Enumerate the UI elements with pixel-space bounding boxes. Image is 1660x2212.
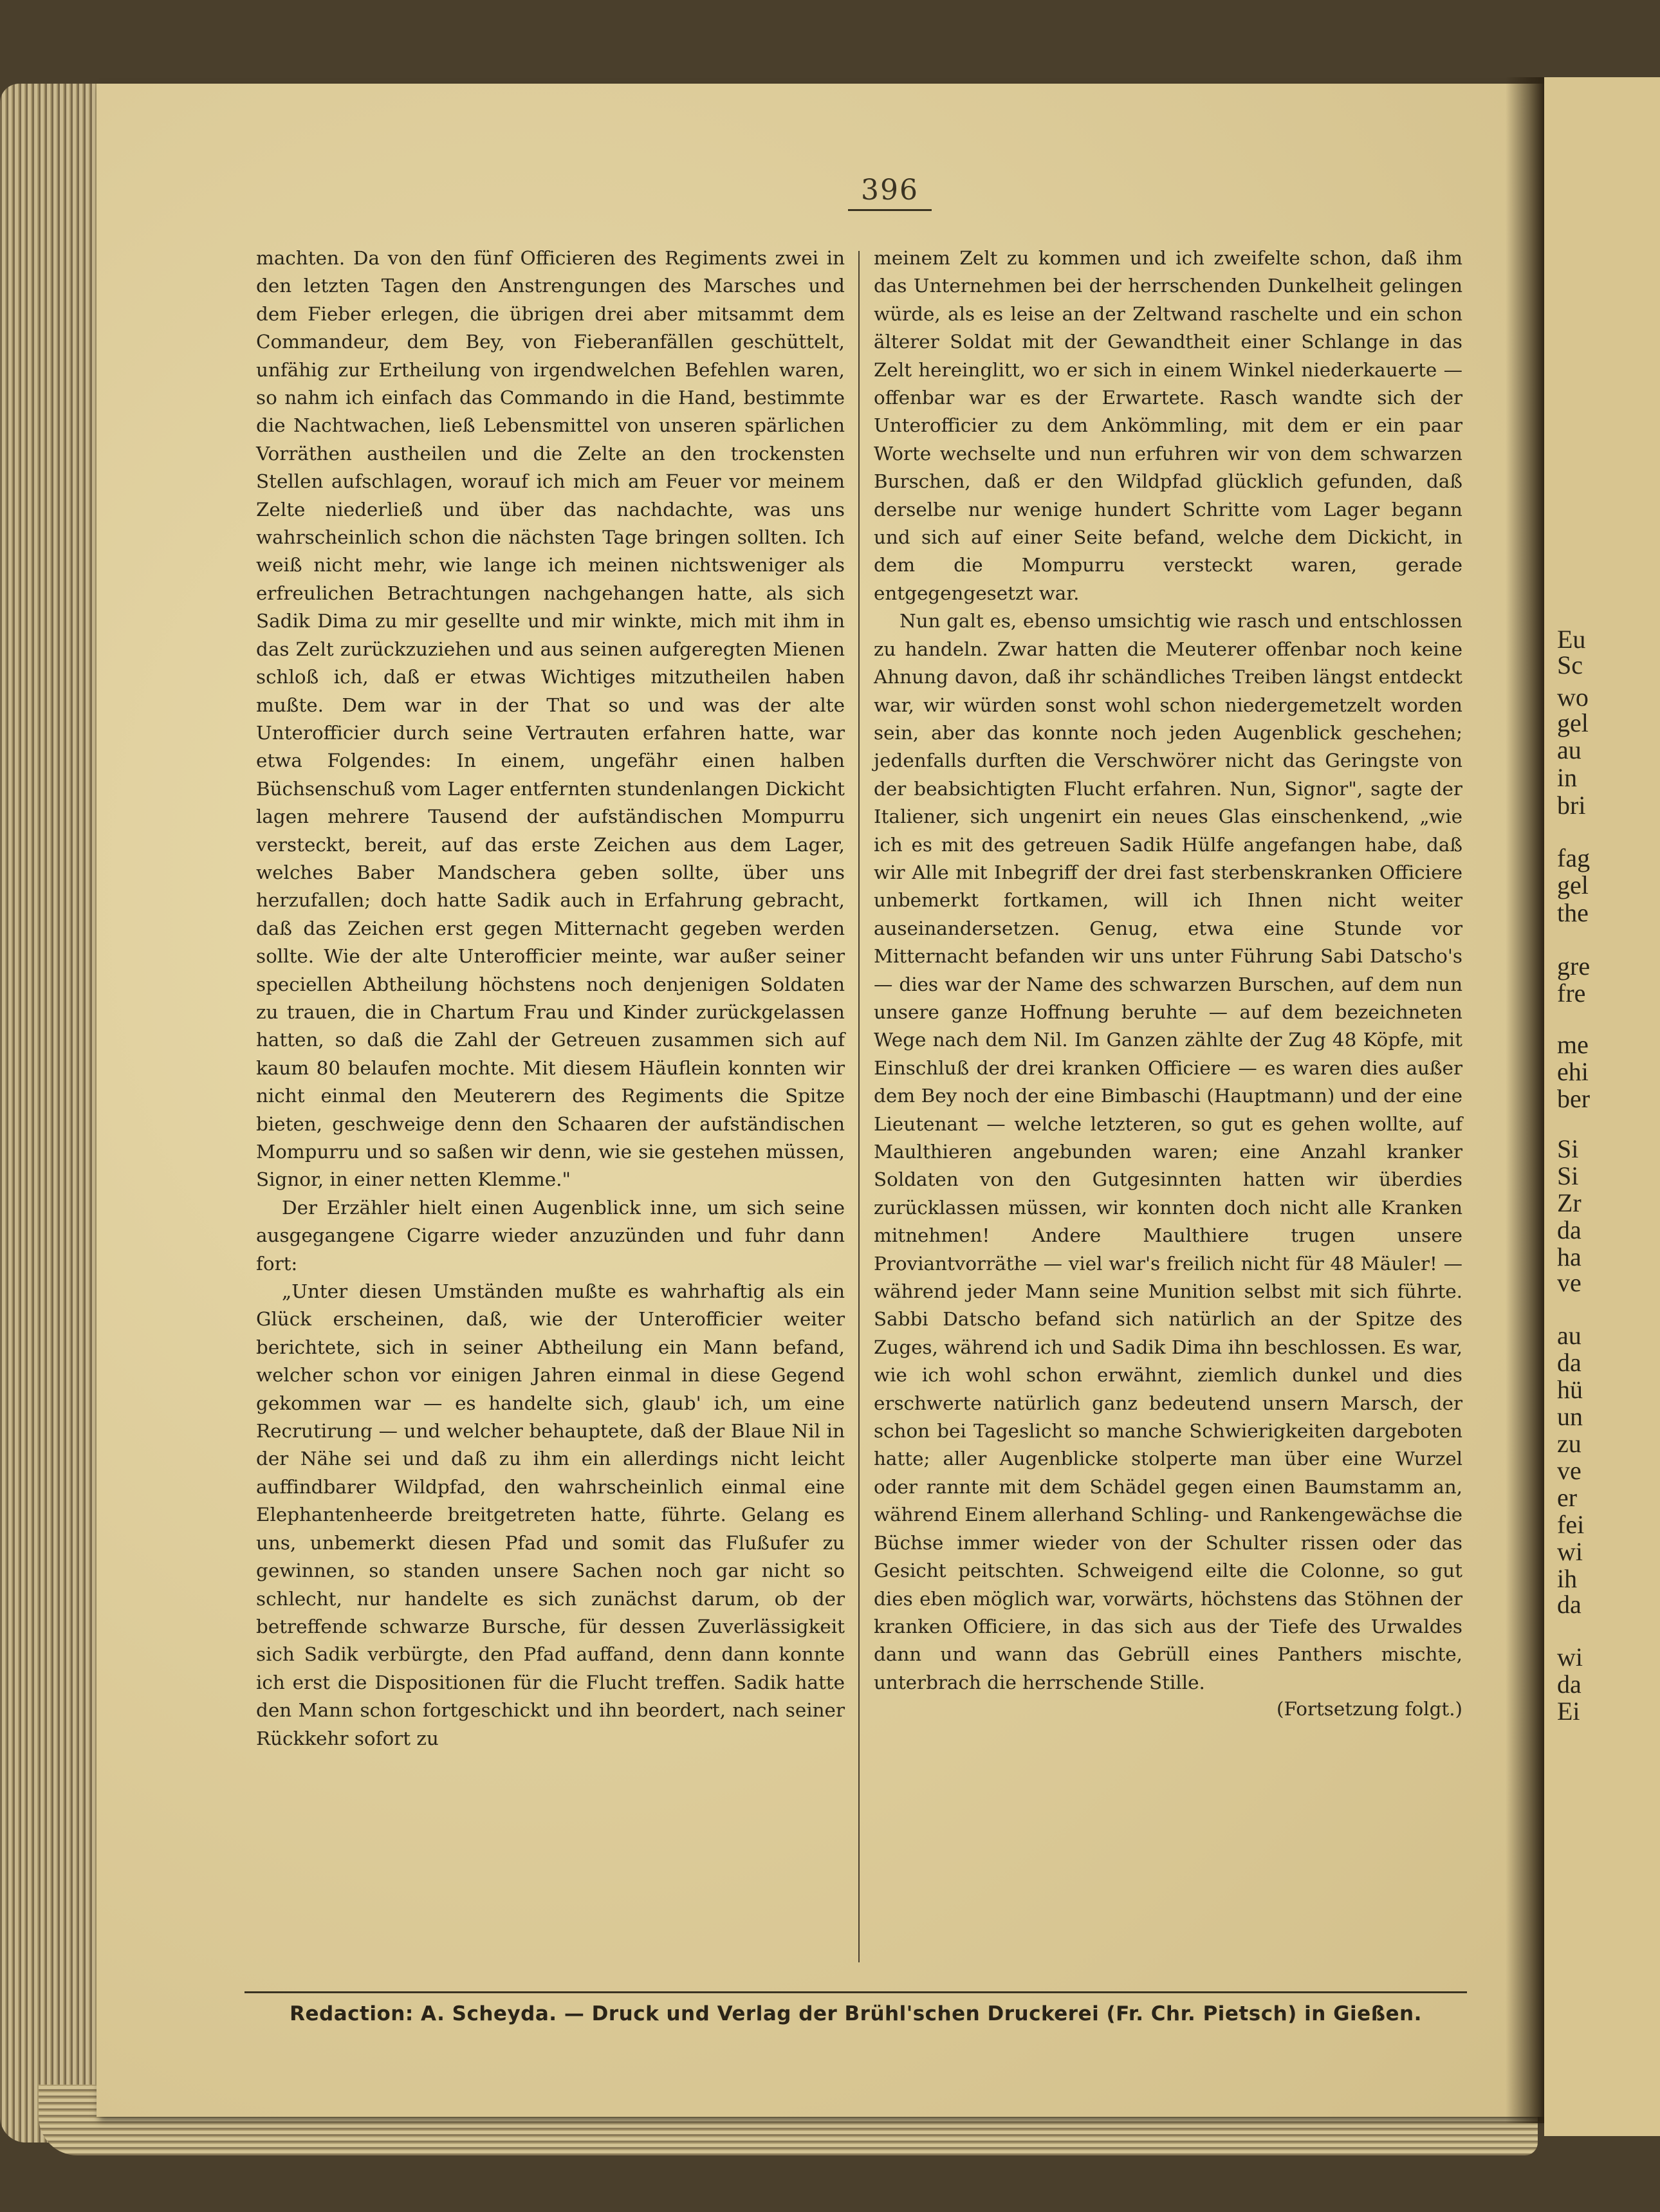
facing-page-fragment: me — [1557, 1030, 1589, 1059]
text-column-left — [256, 244, 845, 1753]
facing-page-fragment: un — [1557, 1402, 1583, 1431]
paragraph: meinem Zelt zu kommen und ich zweifelte schon, daß ihm das Unternehmen bei der herrschenden Dunkelheit gelingen würde, als es leise an der Zeltwand raschelte und ein schon älterer Soldat mit der Gewandtheit einer Schlange in das Zelt hereinglitt, wo er sich in einem Winkel niederkauerte — offenbar war es der Erwartete. Rasch wandte sich der Unterofficier zu dem Ankömmling, mit dem er ein paar Worte wechselte und nun erfuhren wir von dem schwarzen Burschen, daß er den Wildpfad glücklich gefunden, daß derselbe nur wenige hundert Schritte vom Lager begann und sich auf einer Seite befand, welche dem Dickicht, in dem die Mompurru versteckt waren, gerade entgegengesetzt war. — [874, 247, 1462, 604]
facing-page-fragment: Sc — [1557, 650, 1583, 679]
facing-page-fragment: in — [1557, 763, 1578, 792]
facing-page-fragment: ber — [1557, 1084, 1591, 1113]
book-gutter — [1506, 77, 1544, 2123]
paragraph: Der Erzähler hielt einen Augenblick inne, um sich seine ausgegangene Cigarre wieder anzuzünden und fuhr dann fort: — [256, 1196, 845, 1275]
facing-page-fragment: hü — [1557, 1375, 1583, 1404]
facing-page — [1544, 77, 1660, 2136]
facing-page-fragment: bri — [1557, 791, 1586, 820]
facing-page-fragment: wo — [1557, 683, 1589, 712]
facing-page-fragment: ha — [1557, 1242, 1582, 1271]
paragraph: „Unter diesen Umständen mußte es wahrhaftig als ein Glück erscheinen, daß, wie der Unterofficier weiter berichtete, sich in seiner Abtheilung ein Mann befand, welcher schon vor einigen Jahren einmal in diese Gegend gekommen war — es handelte sich, glaub' ich, um eine Recrutirung — und welcher behauptete, daß der Blaue Nil in der Nähe sei und daß zu ihm ein allerdings nicht leicht auffindbarer Wildpfad, den wahrscheinlich einmal eine Elephantenheerde breitgetreten hatte, führte. Gelang es uns, unbemerkt diesen Pfad und somit das Flußufer zu gewinnen, so standen unsere Sachen noch gar nicht so schlecht, nur handelte es sich zunächst darum, ob der betreffende schwarze Bursche, für dessen Zuverlässigkeit sich Sadik verbürgte, den Pfad auffand, denn dann konnte ich erst die Dispositionen für die Flucht treffen. Sadik hatte den Mann schon fortgeschickt und ihn beordert, nach seiner Rückkehr sofort zu — [256, 1280, 845, 1749]
facing-page-fragment: Si — [1557, 1161, 1579, 1190]
facing-page-fragment: ehi — [1557, 1057, 1589, 1086]
facing-page-fragment: Si — [1557, 1134, 1579, 1163]
facing-page-fragment: er — [1557, 1483, 1578, 1512]
facing-page-fragment: da — [1557, 1348, 1582, 1377]
facing-page-fragment: ve — [1557, 1456, 1582, 1485]
facing-page-fragment: au — [1557, 735, 1582, 764]
footer-rule — [244, 1991, 1467, 1993]
facing-page-fragment: ih — [1557, 1564, 1578, 1593]
facing-page-fragment: zu — [1557, 1429, 1582, 1458]
facing-page-fragment: fei — [1557, 1510, 1585, 1539]
facing-page-fragment: da — [1557, 1590, 1582, 1619]
facing-page-fragment: wi — [1557, 1643, 1583, 1672]
facing-page-fragment: da — [1557, 1215, 1582, 1244]
facing-page-fragment: gel — [1557, 871, 1589, 899]
facing-page-fragment: Zr — [1557, 1188, 1582, 1217]
paragraph: Nun galt es, ebenso umsichtig wie rasch und entschlossen zu handeln. Zwar hatten die Meuterer offenbar noch keine Ahnung davon, daß ihr schändliches Treiben längst entdeckt war, wir würden sonst wohl schon niedergemetzelt worden sein, aber das konnte noch jeden Augenblick geschehen; jedenfalls durften die Verschwörer nicht das Geringste von der beabsichtigten Flucht erfahren. Nun, Signor", sagte der Italiener, sich ungenirt ein neues Glas einschenkend, „wie ich es mit des getreuen Sadik Hülfe angefangen habe, daß wir Alle mit Inbegriff der drei fast sterbenskranken Officiere unbemerkt fortkamen, will ich Ihnen nicht weiter auseinandersetzen. Genug, etwa eine Stunde vor Mitternacht befanden wir uns unter Führung Sabi Datscho's — dies war der Name des schwarzen Burschen, auf dem nun unsere ganze Hoffnung beruhte — auf dem bezeichneten Wege nach dem Nil. Im Ganzen zählte der Zug 48 Köpfe, mit Einschluß der drei kranken Officiere — es waren dies außer dem Bey noch der eine Bimbaschi (Hauptmann) und der eine Lieutenant — welche letzteren, so gut es gehen wollte, auf Maulthieren angebunden waren; eine Anzahl kranker Soldaten von den Gutgesinnten hatten wir überdies zurücklassen müssen, wir konnten doch nicht alle Kranken mitnehmen! Andere Maulthiere trugen unsere Proviantvorräthe — viel war's freilich nicht für 48 Mäuler! — während jeder Mann seine Munition selbst mit sich führte. Sabbi Datscho befand sich natürlich an der Spitze des Zuges, während ich und Sadik Dima ihn beschlossen. Es war, wie ich wohl schon erwähnt, ziemlich dunkel und dies erschwerte natürlich ganz bedeutend unsern Marsch, der schon bei Tageslicht so manche Schwierigkeiten dargeboten hatte; aller Augenblicke stolperte man über eine Wurzel oder rannte mit dem Schädel gegen einen Baumstamm an, während Einem allerhand Schling- und Rankengewächse die Büchse immer wieder von der Schulter rissen oder das Gesicht peitschten. Schweigend eilte die Colonne, so gut dies eben möglich war, vorwärts, höchstens das Stöhnen der kranken Officiere, in das sich aus der Tiefe des Urwaldes dann und wann das Gebrüll eines Panthers mischte, unterbrach die herrschende Stille. — [874, 610, 1462, 1693]
continued-note: (Fortsetzung folgt.) — [1277, 1698, 1462, 1720]
facing-page-fragment: gre — [1557, 952, 1591, 981]
facing-page-fragment: ve — [1557, 1268, 1582, 1297]
facing-page-fragment: gel — [1557, 708, 1589, 737]
facing-page-fragment: the — [1557, 898, 1589, 927]
facing-page-fragment: Eu — [1557, 625, 1586, 654]
facing-page-fragment: wi — [1557, 1537, 1583, 1566]
facing-page-fragment: au — [1557, 1321, 1582, 1350]
facing-page-fragment: fag — [1557, 843, 1591, 872]
imprint-line: Redaction: A. Scheyda. — Druck und Verlag der Brühl'schen Druckerei (Fr. Chr. Pietsch) in Gießen. — [290, 2002, 1422, 2025]
paragraph: machten. Da von den fünf Officieren des Regiments zwei in den letzten Tagen den Anstrengungen des Marsches und dem Fieber erlegen, die übrigen drei aber mitsammt dem Commandeur, dem Bey, von Fieberanfällen geschüttelt, unfähig zur Ertheilung von irgendwelchen Befehlen waren, so nahm ich einfach das Commando in die Hand, bestimmte die Nachtwachen, ließ Lebensmittel von unseren spärlichen Vorräthen austheilen und die Zelte an den trockensten Stellen aufschlagen, worauf ich mich am Feuer vor meinem Zelte niederließ und über das nachdachte, was uns wahrscheinlich schon die nächsten Tage bringen sollten. Ich weiß nicht mehr, wie lange ich meinen nichtsweniger als erfreulichen Betrachtungen nachgehangen hatte, als sich Sadik Dima zu mir gesellte und mir winkte, mich mit ihm in das Zelt zurückzuziehen und aus seinen aufgeregten Mienen schloß ich, daß er etwas Wichtiges mitzutheilen haben mußte. Dem war in der That so und was der alte Unterofficier durch seine Vertrauten erfahren hatte, war etwa Folgendes: In einem, ungefähr einen halben Büchsenschuß vom Lager entfernten stundenlangen Dickicht lagen mehrere Tausend der aufständischen Mompurru versteckt, bereit, auf das erste Zeichen aus dem Lager, welches Baber Mandschera geben sollte, über uns herzufallen; doch hatte Sadik auch in Erfahrung gebracht, daß das Zeichen erst gegen Mitternacht gegeben werden sollte. Wie der alte Unterofficier meinte, war außer seiner speciellen Abtheilung höchstens noch denjenigen Soldaten zu trauen, die in Chartum Frau und Kinder zurückgelassen hatten, so daß die Zahl der Getreuen zusammen sich auf kaum 80 belaufen mochte. Mit diesem Häuflein konnten wir nicht einmal den Meuterern des Regiments die Spitze bieten, geschweige denn den Schaaren der aufständischen Mompurru und so saßen wir denn, wie sie gestehen müssen, Signor, in einer netten Klemme." — [256, 247, 845, 1191]
column-divider — [858, 251, 860, 1962]
text-column-right — [874, 244, 1462, 1724]
page-number: 396 — [848, 174, 932, 211]
facing-page-fragment: Ei — [1557, 1697, 1580, 1726]
facing-page-fragment: fre — [1557, 979, 1586, 1008]
facing-page-fragment: da — [1557, 1670, 1582, 1699]
